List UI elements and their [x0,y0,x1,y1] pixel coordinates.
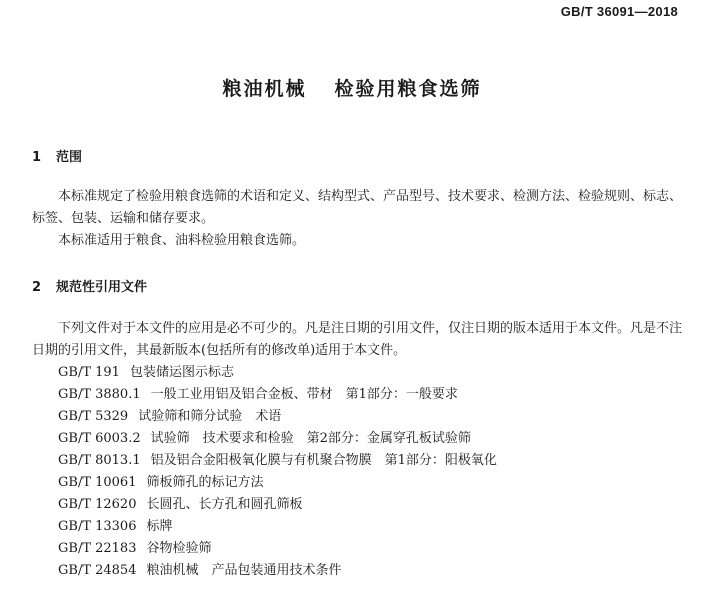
reference-code: GB/T 10061 [58,475,137,490]
reference-title: 粮油机械 产品包装通用技术条件 [146,563,342,578]
section-1-title: 范围 [56,150,83,165]
section-2-paragraph-1: 下列文件对于本文件的应用是必不可少的。凡是注日期的引用文件，仅注日期的版本适用于本文件。凡是不注日期的引用文件，其最新版本(包括所有的修改单)适用于本文件。 [32,321,683,358]
title-part-1: 粮油机械 [222,78,307,100]
document-title [0,74,704,101]
reference-code: GB/T 12620 [58,497,137,512]
reference-item [58,516,497,538]
reference-code: GB/T 5329 [58,409,129,424]
reference-title: 铝及铝合金阳极氧化膜与有机聚合物膜 第1部分：阳极氧化 [150,453,497,468]
reference-code: GB/T 22183 [58,541,137,556]
section-1-heading [32,146,82,165]
reference-item [58,428,497,450]
reference-title: 长圆孔、长方孔和圆孔筛板 [146,497,303,512]
reference-title: 包装储运图示标志 [129,365,234,380]
reference-code: GB/T 6003.2 [58,431,141,446]
reference-item [58,494,497,516]
reference-item [58,560,497,582]
reference-code: GB/T 13306 [58,519,137,534]
reference-title: 试验筛 技术要求和检验 第2部分：金属穿孔板试验筛 [150,431,471,446]
reference-code: GB/T 8013.1 [58,453,141,468]
reference-title: 筛板筛孔的标记方法 [146,475,264,490]
reference-item [58,450,497,472]
reference-list [58,362,497,582]
reference-code: GB/T 3880.1 [58,387,141,402]
reference-title: 谷物检验筛 [146,541,212,556]
reference-item [58,384,497,406]
reference-item [58,472,497,494]
reference-item [58,406,497,428]
reference-item [58,538,497,560]
reference-title: 一般工业用铝及铝合金板、带材 第1部分：一般要求 [150,387,458,402]
section-2-number: 2 [32,280,42,295]
reference-item [58,362,497,384]
section-2-title: 规范性引用文件 [56,280,148,295]
reference-title: 试验筛和筛分试验 术语 [138,409,282,424]
reference-code: GB/T 191 [58,365,120,380]
reference-code: GB/T 24854 [58,563,137,578]
section-2-heading [32,276,147,295]
section-1-paragraph-1: 本标准规定了检验用粮食选筛的术语和定义、结构型式、产品型号、技术要求、检测方法、检验规则、标志、标签、包装、运输和储存要求。 [32,189,683,226]
section-1-number: 1 [32,150,42,165]
section-1-paragraph-2: 本标准适用于粮食、油料检验用粮食选筛。 [58,233,306,248]
standard-number: GB/T 36091—2018 [560,4,678,19]
title-part-2: 检验用粮食选筛 [334,78,482,100]
reference-title: 标牌 [146,519,173,534]
